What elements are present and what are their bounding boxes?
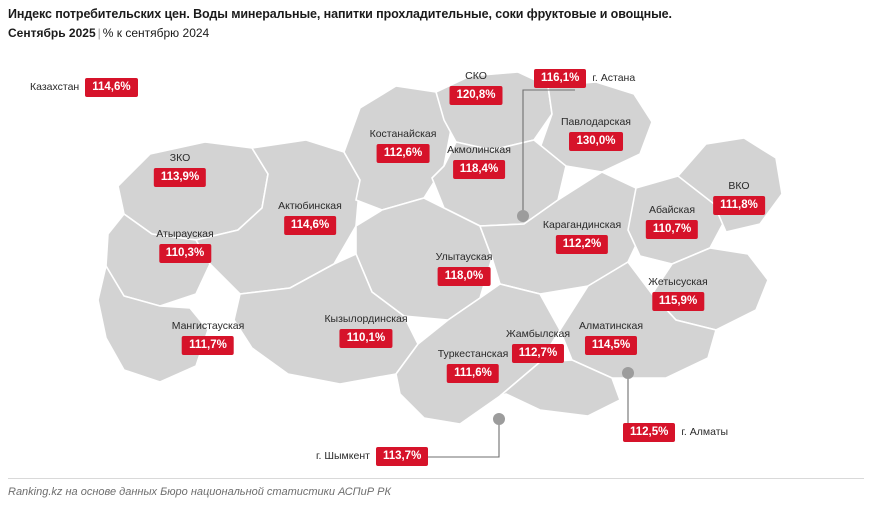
page-subtitle — [8, 25, 788, 42]
region-value-almaty-oblast: 114,5% — [585, 336, 637, 355]
map-label-abay — [646, 204, 698, 239]
region-name-abay: Абайская — [648, 204, 696, 216]
city-marker-almaty — [622, 367, 634, 379]
region-value-abay: 110,7% — [646, 220, 698, 239]
region-value-mangystau: 111,7% — [182, 336, 234, 355]
region-value-vko: 111,8% — [713, 196, 765, 215]
map-label-karaganda — [543, 219, 621, 254]
leader-line-shymkent — [424, 419, 499, 457]
region-value-kostanay: 112,6% — [377, 144, 429, 163]
footer-divider — [8, 478, 864, 479]
city-marker-astana — [517, 210, 529, 222]
map-label-kazakhstan — [30, 78, 138, 97]
region-name-almaty-city: г. Алматы — [681, 426, 729, 438]
page-title: Индекс потребительских цен. Воды минеральные, напитки прохладительные, соки фруктовые и овощные. — [8, 7, 672, 21]
region-value-pavlodar: 130,0% — [569, 132, 622, 151]
region-name-turkistan: Туркестанская — [437, 348, 509, 360]
map-label-shymkent — [316, 447, 428, 466]
region-name-sko: СКО — [465, 70, 487, 82]
map-label-atyrau — [156, 228, 213, 263]
region-name-shymkent: г. Шымкент — [316, 450, 370, 462]
region-name-almaty-oblast: Алматинская — [578, 320, 644, 332]
region-name-akmola: Акмолинская — [447, 144, 511, 156]
region-value-turkistan: 111,6% — [447, 364, 499, 383]
map-label-turkistan — [438, 348, 509, 383]
region-name-aktobe: Актюбинская — [278, 200, 342, 212]
region-name-kazakhstan: Казахстан — [30, 81, 80, 93]
map-label-akmola — [447, 144, 511, 179]
map-label-kyzylorda — [324, 313, 407, 348]
region-name-ulytau: Улытауская — [435, 251, 493, 263]
region-value-kazakhstan: 114,6% — [85, 78, 137, 97]
region-name-atyrau: Атырауская — [156, 228, 214, 240]
region-value-karaganda: 112,2% — [556, 235, 608, 254]
region-name-zhetysu: Жетысуская — [648, 276, 708, 288]
map-label-almaty-oblast — [579, 320, 643, 355]
region-value-astana: 116,1% — [534, 69, 586, 88]
region-name-astana: г. Астана — [592, 72, 636, 84]
region-value-zhambyl: 112,7% — [512, 344, 564, 363]
region-name-kostanay: Костанайская — [369, 128, 437, 140]
source-note: Ranking.kz на основе данных Бюро национальной статистики АСПиР РК — [8, 486, 391, 498]
map-label-astana — [534, 69, 635, 88]
region-value-zhetysu: 115,9% — [652, 292, 704, 311]
region-name-zhambyl: Жамбылская — [505, 328, 571, 340]
region-name-mangystau: Мангистауская — [171, 320, 245, 332]
map-label-vko — [713, 180, 765, 215]
region-value-aktobe: 114,6% — [284, 216, 336, 235]
region-value-ulytau: 118,0% — [438, 267, 490, 286]
map-label-kostanay — [370, 128, 437, 163]
subtitle-separator: | — [97, 26, 101, 40]
header — [8, 6, 788, 42]
map-label-zhambyl — [506, 328, 570, 363]
comparison-label: % к сентябрю 2024 — [102, 26, 210, 40]
region-value-kyzylorda: 110,1% — [340, 329, 392, 348]
region-value-sko: 120,8% — [449, 86, 502, 105]
map-label-zko — [154, 152, 206, 187]
map-label-aktobe — [278, 200, 342, 235]
map-label-sko — [449, 70, 502, 105]
region-value-atyrau: 110,3% — [159, 244, 211, 263]
region-value-zko: 113,9% — [154, 168, 206, 187]
region-name-kyzylorda: Кызылординская — [324, 313, 408, 325]
region-value-shymkent: 113,7% — [376, 447, 428, 466]
region-value-akmola: 118,4% — [453, 160, 505, 179]
region-name-vko: ВКО — [728, 180, 750, 192]
map-label-zhetysu — [648, 276, 707, 311]
region-name-zko: ЗКО — [169, 152, 191, 164]
region-name-pavlodar: Павлодарская — [561, 116, 631, 128]
period-label: Сентябрь 2025 — [8, 26, 96, 40]
map-label-mangystau — [172, 320, 245, 355]
map-label-almaty-city — [623, 423, 728, 442]
kazakhstan-map — [0, 48, 872, 473]
city-marker-shymkent — [493, 413, 505, 425]
map-label-pavlodar — [561, 116, 631, 151]
map-label-ulytau — [436, 251, 493, 286]
region-value-almaty-city: 112,5% — [623, 423, 675, 442]
region-name-karaganda: Карагандинская — [542, 219, 622, 231]
